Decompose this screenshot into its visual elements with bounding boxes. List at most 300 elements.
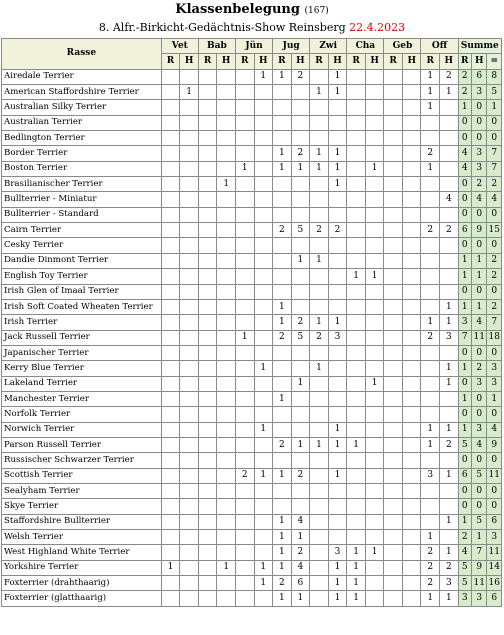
count-cell: 1 <box>421 530 440 545</box>
sum-cell: 9 <box>471 560 486 575</box>
count-cell: 2 <box>291 468 310 483</box>
count-cell <box>273 422 292 437</box>
sub-header-cell: R <box>273 54 292 69</box>
count-cell <box>217 146 236 161</box>
count-cell <box>254 100 273 115</box>
count-cell <box>161 437 180 452</box>
count-cell: 1 <box>347 560 366 575</box>
count-cell <box>180 177 199 192</box>
count-cell: 1 <box>421 100 440 115</box>
sub-header-cell: H <box>291 54 310 69</box>
count-cell <box>198 223 217 238</box>
count-cell: 2 <box>440 69 459 84</box>
sum-cell: 11 <box>487 545 502 560</box>
count-cell <box>384 591 403 606</box>
count-cell <box>402 315 421 330</box>
table-row <box>2 330 502 345</box>
sum-cell: 0 <box>487 407 502 422</box>
count-cell <box>161 376 180 391</box>
count-cell <box>402 422 421 437</box>
count-cell <box>347 115 366 130</box>
count-cell <box>365 330 384 345</box>
count-cell <box>421 499 440 514</box>
count-cell <box>347 223 366 238</box>
sum-cell: 0 <box>471 499 486 514</box>
count-cell: 2 <box>421 146 440 161</box>
count-cell <box>254 453 273 468</box>
count-cell: 2 <box>291 545 310 560</box>
sum-cell: 0 <box>471 207 486 222</box>
count-cell: 1 <box>347 269 366 284</box>
count-cell <box>235 453 254 468</box>
table-row <box>2 69 502 84</box>
count-cell <box>421 407 440 422</box>
count-cell: 2 <box>291 315 310 330</box>
count-cell <box>328 284 347 299</box>
count-cell: 1 <box>365 376 384 391</box>
count-cell <box>217 238 236 253</box>
sum-cell: 2 <box>487 269 502 284</box>
count-cell <box>365 345 384 360</box>
table-row <box>2 177 502 192</box>
count-cell: 1 <box>161 560 180 575</box>
sum-cell: 2 <box>458 530 471 545</box>
count-cell <box>421 192 440 207</box>
count-cell <box>402 545 421 560</box>
count-cell <box>291 453 310 468</box>
count-cell <box>384 330 403 345</box>
count-cell: 2 <box>291 69 310 84</box>
count-cell <box>198 422 217 437</box>
count-cell <box>235 269 254 284</box>
count-cell: 1 <box>421 591 440 606</box>
count-cell: 1 <box>291 591 310 606</box>
count-cell <box>310 345 329 360</box>
count-cell <box>235 560 254 575</box>
table-row <box>2 437 502 452</box>
count-cell <box>421 253 440 268</box>
count-cell <box>402 376 421 391</box>
count-cell <box>421 284 440 299</box>
count-cell <box>365 85 384 100</box>
count-cell <box>347 192 366 207</box>
table-row <box>2 576 502 591</box>
sum-cell: 4 <box>471 437 486 452</box>
count-cell <box>235 407 254 422</box>
breed-name: Parson Russell Terrier <box>2 437 162 452</box>
count-cell: 1 <box>347 576 366 591</box>
count-cell <box>217 407 236 422</box>
count-cell <box>198 315 217 330</box>
group-header-row <box>2 39 502 54</box>
sum-cell: 0 <box>487 499 502 514</box>
count-cell <box>310 269 329 284</box>
count-cell <box>180 192 199 207</box>
count-cell <box>180 146 199 161</box>
count-cell <box>328 483 347 498</box>
count-cell: 1 <box>328 468 347 483</box>
sum-cell: 2 <box>487 177 502 192</box>
count-cell <box>161 223 180 238</box>
count-cell: 6 <box>291 576 310 591</box>
count-cell <box>440 161 459 176</box>
count-cell <box>347 315 366 330</box>
sum-cell: 0 <box>471 238 486 253</box>
count-cell <box>217 100 236 115</box>
count-cell <box>365 146 384 161</box>
count-cell <box>254 192 273 207</box>
count-cell <box>254 345 273 360</box>
sum-cell: 0 <box>471 407 486 422</box>
count-cell <box>384 192 403 207</box>
sum-cell: 1 <box>458 391 471 406</box>
count-cell <box>384 269 403 284</box>
count-cell: 1 <box>347 591 366 606</box>
count-cell <box>440 530 459 545</box>
count-cell: 1 <box>421 85 440 100</box>
sum-cell: 3 <box>471 161 486 176</box>
count-cell <box>310 407 329 422</box>
count-cell: 1 <box>273 299 292 314</box>
count-cell <box>180 514 199 529</box>
sum-cell: 0 <box>487 453 502 468</box>
sum-cell: 3 <box>487 530 502 545</box>
count-cell <box>291 85 310 100</box>
count-cell <box>254 269 273 284</box>
sub-header-cell: R <box>347 54 366 69</box>
count-cell <box>217 483 236 498</box>
count-cell <box>402 437 421 452</box>
count-cell: 2 <box>421 330 440 345</box>
count-cell <box>440 284 459 299</box>
count-cell <box>254 545 273 560</box>
count-cell <box>347 161 366 176</box>
table-row <box>2 85 502 100</box>
sum-cell: 0 <box>458 192 471 207</box>
count-cell <box>180 161 199 176</box>
breed-name: Foxterrier (drahthaarig) <box>2 576 162 591</box>
count-cell <box>440 100 459 115</box>
sum-cell: 2 <box>471 177 486 192</box>
count-cell <box>235 177 254 192</box>
count-cell <box>217 437 236 452</box>
count-cell <box>217 545 236 560</box>
group-header-cha: Cha <box>347 39 384 54</box>
count-cell <box>421 177 440 192</box>
count-cell <box>310 192 329 207</box>
count-cell <box>328 391 347 406</box>
count-cell <box>365 530 384 545</box>
count-cell <box>217 253 236 268</box>
count-cell <box>291 345 310 360</box>
count-cell: 1 <box>273 161 292 176</box>
count-cell <box>254 407 273 422</box>
count-cell <box>180 468 199 483</box>
count-cell <box>402 207 421 222</box>
breed-name: Bedlington Terrier <box>2 131 162 146</box>
count-cell <box>365 69 384 84</box>
count-cell: 1 <box>365 161 384 176</box>
count-cell <box>291 361 310 376</box>
count-cell: 1 <box>440 514 459 529</box>
count-cell: 1 <box>421 161 440 176</box>
sum-cell: 3 <box>487 376 502 391</box>
count-cell <box>235 207 254 222</box>
count-cell <box>217 530 236 545</box>
count-cell <box>440 345 459 360</box>
sum-cell: 6 <box>458 223 471 238</box>
count-cell: 2 <box>440 223 459 238</box>
sub-header-cell: H <box>180 54 199 69</box>
count-cell <box>402 131 421 146</box>
count-cell <box>347 345 366 360</box>
sub-header-cell: H <box>440 54 459 69</box>
count-cell <box>291 177 310 192</box>
breed-name: Kerry Blue Terrier <box>2 361 162 376</box>
table-row <box>2 407 502 422</box>
count-cell <box>235 131 254 146</box>
count-cell <box>310 499 329 514</box>
sum-cell: 0 <box>458 131 471 146</box>
group-header-jun: Jün <box>235 39 272 54</box>
count-cell: 3 <box>328 330 347 345</box>
sum-cell: 0 <box>471 100 486 115</box>
count-cell: 1 <box>310 161 329 176</box>
count-cell <box>402 361 421 376</box>
count-cell: 1 <box>291 376 310 391</box>
count-cell <box>180 453 199 468</box>
breed-name: Cesky Terrier <box>2 238 162 253</box>
count-cell <box>421 115 440 130</box>
show-date: 22.4.2023 <box>349 21 406 34</box>
count-cell <box>235 115 254 130</box>
count-cell <box>440 207 459 222</box>
sum-cell: 7 <box>487 146 502 161</box>
count-cell <box>365 591 384 606</box>
count-cell <box>198 560 217 575</box>
count-cell: 2 <box>291 146 310 161</box>
count-cell: 1 <box>421 437 440 452</box>
sum-cell: 8 <box>487 69 502 84</box>
count-cell <box>421 299 440 314</box>
count-cell <box>217 422 236 437</box>
count-cell <box>273 177 292 192</box>
sum-cell: 5 <box>458 576 471 591</box>
count-cell <box>161 100 180 115</box>
count-cell <box>235 545 254 560</box>
count-cell <box>310 453 329 468</box>
breed-name: Jack Russell Terrier <box>2 330 162 345</box>
count-cell <box>198 131 217 146</box>
count-cell <box>310 100 329 115</box>
count-cell <box>421 483 440 498</box>
rasse-header: Rasse <box>2 39 162 70</box>
group-header-geb: Geb <box>384 39 421 54</box>
count-cell <box>440 115 459 130</box>
count-cell: 4 <box>291 560 310 575</box>
sum-cell: 0 <box>458 238 471 253</box>
sum-cell: 0 <box>487 207 502 222</box>
count-cell <box>384 161 403 176</box>
count-cell <box>235 391 254 406</box>
sum-cell: 4 <box>458 161 471 176</box>
count-cell: 1 <box>328 161 347 176</box>
count-cell <box>180 238 199 253</box>
count-cell: 5 <box>291 223 310 238</box>
count-cell: 1 <box>291 437 310 452</box>
count-cell <box>384 376 403 391</box>
count-cell <box>198 207 217 222</box>
count-cell <box>161 146 180 161</box>
count-cell <box>161 161 180 176</box>
count-cell: 1 <box>254 69 273 84</box>
count-cell <box>440 453 459 468</box>
breed-name: West Highland White Terrier <box>2 545 162 560</box>
count-cell <box>198 238 217 253</box>
sum-cell: 5 <box>471 468 486 483</box>
count-cell: 1 <box>273 391 292 406</box>
group-header-bab: Bab <box>198 39 235 54</box>
count-cell: 1 <box>291 161 310 176</box>
sum-cell: 0 <box>458 177 471 192</box>
count-cell <box>180 499 199 514</box>
count-cell <box>384 177 403 192</box>
count-cell <box>402 85 421 100</box>
sum-cell: 4 <box>458 146 471 161</box>
count-cell <box>440 483 459 498</box>
count-cell: 2 <box>421 545 440 560</box>
count-cell <box>402 100 421 115</box>
sub-header-cell: H <box>471 54 486 69</box>
count-cell: 1 <box>440 468 459 483</box>
count-cell <box>161 115 180 130</box>
count-cell: 1 <box>254 576 273 591</box>
sum-cell: 0 <box>487 115 502 130</box>
count-cell <box>347 238 366 253</box>
group-header-summe: Summe <box>458 39 501 54</box>
count-cell: 1 <box>273 468 292 483</box>
count-cell <box>254 177 273 192</box>
count-cell <box>217 161 236 176</box>
count-cell <box>421 514 440 529</box>
count-cell <box>180 560 199 575</box>
count-cell: 1 <box>421 315 440 330</box>
sum-cell: 3 <box>471 146 486 161</box>
count-cell: 1 <box>440 85 459 100</box>
count-cell <box>180 437 199 452</box>
count-cell <box>310 530 329 545</box>
count-cell <box>365 315 384 330</box>
count-cell <box>291 499 310 514</box>
count-cell <box>328 499 347 514</box>
count-cell <box>198 269 217 284</box>
count-cell <box>273 269 292 284</box>
count-cell <box>421 131 440 146</box>
table-row <box>2 422 502 437</box>
sum-cell: 0 <box>471 391 486 406</box>
sum-cell: 4 <box>487 422 502 437</box>
sub-header-cell: R <box>384 54 403 69</box>
sum-cell: 16 <box>487 576 502 591</box>
count-cell <box>161 391 180 406</box>
count-cell: 1 <box>365 545 384 560</box>
table-row <box>2 253 502 268</box>
count-cell <box>384 530 403 545</box>
sum-cell: 15 <box>487 223 502 238</box>
count-cell <box>310 591 329 606</box>
count-cell <box>347 284 366 299</box>
count-cell <box>198 345 217 360</box>
count-cell <box>365 422 384 437</box>
count-cell <box>384 223 403 238</box>
sum-cell: 0 <box>458 284 471 299</box>
sum-cell: 0 <box>487 131 502 146</box>
sum-cell: 3 <box>458 315 471 330</box>
breed-name: Russischer Schwarzer Terrier <box>2 453 162 468</box>
count-cell <box>384 437 403 452</box>
count-cell: 2 <box>273 223 292 238</box>
count-cell <box>273 499 292 514</box>
count-cell <box>347 422 366 437</box>
count-cell <box>273 115 292 130</box>
count-cell <box>365 361 384 376</box>
count-cell: 3 <box>440 330 459 345</box>
count-cell <box>365 100 384 115</box>
sum-cell: 7 <box>471 545 486 560</box>
count-cell <box>217 269 236 284</box>
table-row <box>2 514 502 529</box>
sum-cell: 3 <box>471 591 486 606</box>
sum-cell: 0 <box>487 483 502 498</box>
count-cell: 1 <box>328 591 347 606</box>
count-cell <box>347 330 366 345</box>
count-cell <box>217 299 236 314</box>
count-cell: 1 <box>328 437 347 452</box>
table-row <box>2 131 502 146</box>
count-cell <box>347 453 366 468</box>
sum-cell: 1 <box>458 253 471 268</box>
count-cell <box>198 192 217 207</box>
count-cell <box>310 576 329 591</box>
count-cell: 2 <box>440 437 459 452</box>
table-row <box>2 499 502 514</box>
count-cell <box>235 376 254 391</box>
sub-header-cell: R <box>235 54 254 69</box>
count-cell <box>440 391 459 406</box>
count-cell <box>365 192 384 207</box>
breed-name: Scottish Terrier <box>2 468 162 483</box>
count-cell <box>402 253 421 268</box>
count-cell <box>198 85 217 100</box>
count-cell <box>161 483 180 498</box>
count-cell <box>198 161 217 176</box>
count-cell <box>421 238 440 253</box>
breed-name: Airedale Terrier <box>2 69 162 84</box>
table-row <box>2 453 502 468</box>
count-cell <box>198 468 217 483</box>
count-cell <box>440 407 459 422</box>
sum-cell: 18 <box>487 330 502 345</box>
count-cell <box>384 115 403 130</box>
count-cell: 1 <box>328 560 347 575</box>
count-cell <box>291 238 310 253</box>
count-cell: 1 <box>310 253 329 268</box>
table-row <box>2 345 502 360</box>
count-cell <box>365 177 384 192</box>
table-row <box>2 391 502 406</box>
count-cell <box>217 315 236 330</box>
count-cell <box>384 468 403 483</box>
